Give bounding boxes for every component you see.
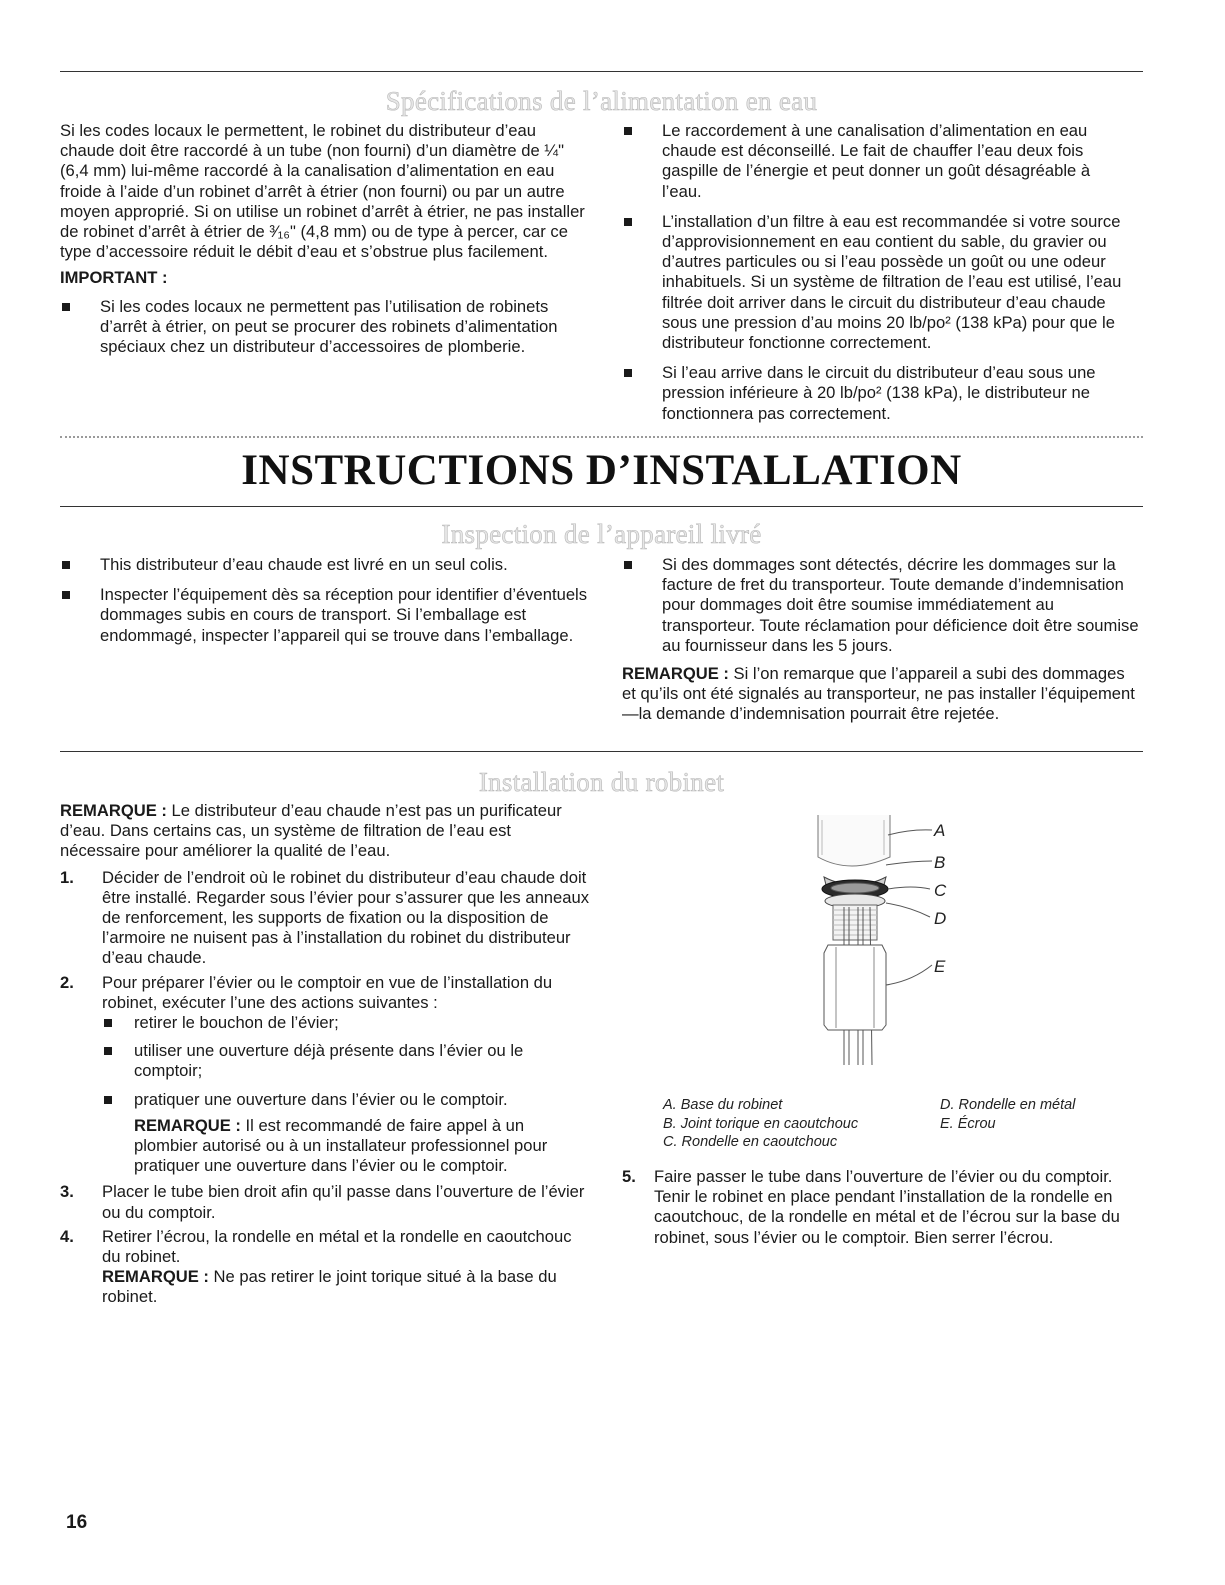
step-number: 4.: [60, 1226, 74, 1246]
figure-captions-left: [663, 1096, 933, 1152]
note-text: Ne pas retirer le joint torique situé à la base du robinet.: [102, 1267, 557, 1307]
section-title-water-specs: Spécifications de l’alimentation en eau: [385, 86, 818, 116]
list-item: Le raccordement à une canalisation d’alimentation en eau chaude est déconseillé. Le fait de chauffer l’eau deux fois gaspille de l’énergie et peut donner un goût désagréable à l’eau.: [622, 121, 1134, 202]
list-item: Si des dommages sont détectés, décrire les dommages sur la facture de fret du transporteur. Toute demande d’indemnisation pour dommages doit être soumise immédiatement au transporteur. Toute réclamation pour déficience doit être soumise au fournisseur dans les 5 jours.: [622, 555, 1142, 656]
note-text: Il est recommandé de faire appel à un plombier autorisé ou à un installateur professionnel pour pratiquer une ouverture dans l’évier ou le comptoir.: [134, 1115, 548, 1176]
water-specs-right-column: [622, 121, 1134, 434]
step-text: Retirer l’écrou, la rondelle en métal et la rondelle en caoutchouc du robinet.: [102, 1226, 572, 1267]
install-steps: [60, 868, 590, 1308]
section-title-inspection: Inspection de l’appareil livré: [441, 519, 762, 549]
note-label: REMARQUE :: [102, 1267, 209, 1287]
figure-captions-right: [940, 1096, 1140, 1133]
list-item: This distributeur d’eau chaude est livré en un seul colis.: [60, 555, 590, 575]
note-label: REMARQUE :: [622, 664, 729, 684]
step-item: [60, 1182, 590, 1222]
list-item: pratiquer une ouverture dans l’évier ou le comptoir.: [102, 1090, 590, 1110]
step-item: [60, 868, 590, 969]
step2-note: [102, 1116, 590, 1177]
step-number: 3.: [60, 1182, 74, 1202]
inspection-right-column: [622, 555, 1142, 731]
faucet-parts-diagram: [800, 815, 970, 1070]
list-item: L’installation d’un filtre à eau est recommandée si votre source d’approvisionnement en eau contient du sable, du gravier ou d’autres particules ou si l’eau possède un goût ou une odeur inhabituels. Si un système de filtration de l’eau est utilisé, l’eau filtrée doit arriver dans le circuit du distributeur d’eau chaude sous une pression d’au moins 20 lb/po² (138 kPa) pour que le distributeur fonctionne correctement.: [622, 212, 1134, 353]
list-item: utiliser une ouverture déjà présente dans l’évier ou le comptoir;: [102, 1041, 590, 1081]
water-specs-left-column: [60, 121, 590, 367]
top-rule: [60, 71, 1143, 72]
water-specs-right-list: [622, 121, 1134, 424]
important-label: IMPORTANT :: [60, 268, 168, 288]
caption-d: D. Rondelle en métal: [940, 1097, 1076, 1113]
faucet-left-column: [60, 801, 590, 1314]
step-number: 2.: [60, 972, 74, 992]
list-item: Inspecter l’équipement dès sa réception pour identifier d’éventuels dommages subis en cours de transport. Si l’emballage est endommagé, inspecter l’appareil qui se trouve dans l’emballage.: [60, 585, 590, 646]
faucet-intro-note: [60, 801, 590, 862]
step-item: [60, 1227, 590, 1308]
step-item: [622, 1167, 1142, 1248]
step-item: [60, 973, 590, 1177]
section-rule-faucet: [60, 751, 1143, 752]
step-number: 5.: [622, 1167, 636, 1186]
water-specs-left-list: [60, 297, 590, 358]
inspection-note: [622, 664, 1142, 725]
page-title: INSTRUCTIONS D’INSTALLATION: [241, 447, 962, 494]
nut-shape: [824, 945, 886, 1030]
step2-options-list: [102, 1013, 590, 1110]
dotted-divider: [60, 436, 1143, 438]
figure-label-b: B: [934, 853, 946, 872]
list-item: Si les codes locaux ne permettent pas l’utilisation de robinets d’arrêt à étrier, on peut se procurer des robinets d’alimentation spéciaux chez un distributeur d’accessoires de plomberie.: [60, 297, 590, 358]
water-specs-paragraph: Si les codes locaux le permettent, le robinet du distributeur d’eau chaude doit être raccordé à un tube (non fourni) d’un diamètre de ¼" (6,4 mm) lui-même raccordé à la canalisation d’alimentation en eau froide à l’aide d’un robinet d’arrêt à étrier (non fourni) ou par un autre moyen approprié. Si on utilise un robinet d’arrêt à étrier, ne pas installer de robinet d’arrêt à étrier de ³⁄₁₆" (4,8 mm) ou de type à percer, car ce type d’accessoire réduit le débit d’eau et s’obstrue plus facilement.: [60, 121, 585, 262]
faucet-base-shape: [818, 815, 890, 866]
note-label: REMARQUE :: [134, 1115, 241, 1135]
caption-b: B. Joint torique en caoutchouc: [663, 1115, 859, 1132]
caption-a: A. Base du robinet: [663, 1097, 783, 1113]
figure-label-a: A: [934, 821, 946, 840]
step-text: Pour préparer l’évier ou le comptoir en vue de l’installation du robinet, exécuter l’une des actions suivantes :: [102, 972, 553, 1012]
note-text: Le distributeur d’eau chaude n’est pas un purificateur d’eau. Dans certains cas, un système de filtration de l’eau est nécessaire pour améliorer la qualité de l’eau.: [60, 801, 562, 861]
caption-e: E. Écrou: [940, 1115, 996, 1132]
list-item: Si l’eau arrive dans le circuit du distributeur d’eau sous une pression inférieure à 20 lb/po² (138 kPa), le distributeur ne fonctionnera pas correctement.: [622, 363, 1134, 424]
inspection-right-list: [622, 555, 1142, 656]
step4-note: [102, 1267, 590, 1307]
note-text: Si l’on remarque que l’appareil a subi des dommages et qu’ils ont été signalés au transporteur, ne pas installer l’équipement—la demande d’indemnisation pourrait être rejetée.: [622, 664, 1135, 724]
figure-label-c: C: [934, 881, 947, 900]
list-item: retirer le bouchon de l’évier;: [102, 1013, 590, 1033]
step-text: Décider de l’endroit où le robinet du distributeur d’eau chaude doit être installé. Regarder sous l’évier pour s’assurer que les anneaux de renforcement, les supports de fixation ou la disposition de l’armoire ne nuisent pas à l’installation du robinet du distributeur d’eau chaude.: [102, 867, 590, 968]
note-label: REMARQUE :: [60, 801, 167, 820]
step-text: Faire passer le tube dans l’ouverture de l’évier ou du comptoir. Tenir le robinet en place pendant l’installation de la rondelle en caoutchouc, de la rondelle en métal et de l’écrou sur la base du robinet, sous l’évier ou le comptoir. Bien serrer l’écrou.: [654, 1167, 1120, 1247]
step-text: Placer le tube bien droit afin qu’il passe dans l’ouverture de l’évier ou du comptoir.: [102, 1182, 585, 1222]
step-number: 1.: [60, 867, 74, 887]
section-title-faucet: Installation du robinet: [478, 767, 725, 797]
page-number: 16: [66, 1512, 88, 1533]
inspection-left-list: [60, 555, 590, 646]
figure-label-e: E: [934, 957, 946, 976]
caption-c: C. Rondelle en caoutchouc: [663, 1134, 838, 1150]
figure-label-d: D: [934, 909, 947, 928]
step5-block: [622, 1167, 1142, 1248]
inspection-left-column: [60, 555, 590, 656]
section-rule-inspection: [60, 506, 1143, 507]
